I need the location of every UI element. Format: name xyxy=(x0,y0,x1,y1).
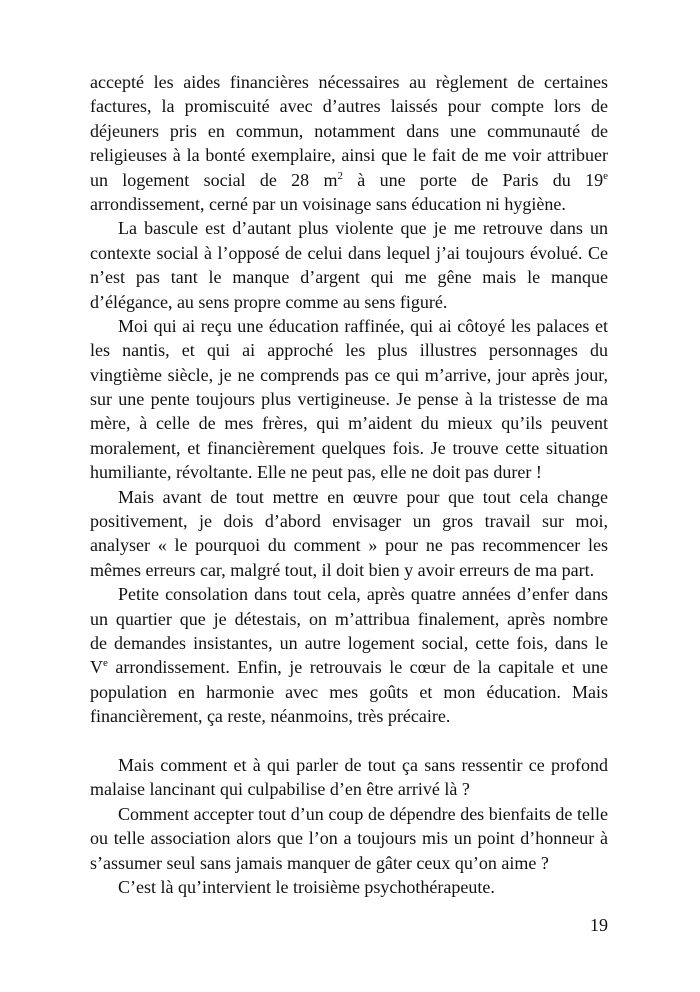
text-run: n’est pas tant le manque d’argent qui me gêne mais le manque xyxy=(90,267,608,288)
text-line xyxy=(90,314,608,338)
text-line xyxy=(90,460,608,484)
text-run: mère, à celle de mes frères, qui m’aident du mieux qu’ils peuvent xyxy=(90,413,608,434)
text-run: un quartier que je détestais, on m’attribua finalement, après nombre xyxy=(90,608,608,629)
text-run: C’est là qu’intervient le troisième psychothérapeute. xyxy=(118,876,495,897)
text-line xyxy=(90,582,608,606)
text-run: factures, la promiscuité avec d’autres laissés pour compte lors de xyxy=(90,96,608,117)
text-line xyxy=(90,655,608,679)
text-line xyxy=(90,680,608,704)
text-run: Comment accepter tout d’un coup de dépendre des bienfaits de telle xyxy=(118,803,608,824)
text-line xyxy=(90,777,608,801)
text-run: analyser « le pourquoi du comment » pour ne pas recommencer les xyxy=(90,535,608,556)
text-run: population en harmonie avec mes goûts et mon éducation. Mais xyxy=(90,681,608,702)
text-run: positivement, je dois d’abord envisager un gros travail sur moi, xyxy=(90,511,608,532)
text-run: ou telle association alors que l’on a toujours mis un point d’honneur à xyxy=(90,828,608,849)
text-line xyxy=(90,509,608,533)
text-run: déjeuners pris en commun, notamment dans une communauté de xyxy=(90,120,608,141)
text-line xyxy=(90,143,608,167)
text-line xyxy=(90,729,608,753)
text-run: arrondissement. Enfin, je retrouvais le cœur de la capitale et une xyxy=(107,657,608,678)
text-line xyxy=(90,192,608,216)
text-run: financièrement, ça reste, néanmoins, très précaire. xyxy=(90,706,451,727)
text-line xyxy=(90,411,608,435)
text-run: malaise lancinant qui culpabilise d’en être arrivé là ? xyxy=(90,779,470,800)
text-line xyxy=(90,94,608,118)
text-line xyxy=(90,631,608,655)
text-line xyxy=(90,216,608,240)
text-line xyxy=(90,119,608,143)
text-run: arrondissement, cerné par un voisinage sans éducation ni hygiène. xyxy=(90,193,566,214)
text-line xyxy=(90,436,608,460)
text-line xyxy=(90,607,608,631)
text-run: Petite consolation dans tout cela, après quatre années d’enfer dans xyxy=(118,584,608,605)
text-line xyxy=(90,363,608,387)
text-line xyxy=(90,241,608,265)
text-line xyxy=(90,290,608,314)
text-run: V xyxy=(90,657,103,678)
text-line xyxy=(90,168,608,192)
text-run: sur une pente toujours plus vertigineuse. Je pense à la tristesse de ma xyxy=(90,389,608,410)
text-run: accepté les aides financières nécessaires au règlement de certaines xyxy=(90,72,608,92)
text-run: s’assumer seul sans jamais manquer de gâter ceux qu’on aime ? xyxy=(90,852,549,873)
text-run: les nantis, et qui ai approché les plus illustres personnages du xyxy=(90,340,608,361)
text-line xyxy=(90,558,608,582)
text-run: vingtième siècle, je ne comprends pas ce qui m’arrive, jour après jour, xyxy=(90,364,608,385)
text-line xyxy=(90,802,608,826)
superscript: 2 xyxy=(337,169,343,182)
text-run: mêmes erreurs car, malgré tout, il doit bien y avoir erreurs de ma part. xyxy=(90,559,595,580)
text-line xyxy=(90,826,608,850)
text-run: Mais comment et à qui parler de tout ça sans ressentir ce profond xyxy=(118,754,608,775)
text-line xyxy=(90,753,608,777)
text-run: religieuses à la bonté exemplaire, ainsi que le fait de me voir attribuer xyxy=(90,145,608,166)
text-line xyxy=(90,533,608,557)
superscript: e xyxy=(103,657,108,670)
text-line xyxy=(90,70,608,94)
text-run: contexte social à l’opposé de celui dans lequel j’ai toujours évolué. Ce xyxy=(90,242,608,263)
text-line xyxy=(90,265,608,289)
text-run: moralement, et financièrement quelques fois. Je trouve cette situation xyxy=(90,437,608,458)
page-number: 19 xyxy=(590,915,608,935)
text-line xyxy=(90,485,608,509)
text-line xyxy=(90,875,608,899)
text-run: Moi qui ai reçu une éducation raffinée, qui ai côtoyé les palaces et xyxy=(118,315,608,336)
text-run: un logement social de 28 m xyxy=(90,169,338,190)
text-run: de demandes insistantes, un autre logement social, cette fois, dans le xyxy=(90,632,608,653)
text-run: La bascule est d’autant plus violente que je me retrouve dans un xyxy=(118,218,608,239)
text-run: humiliante, révoltante. Elle ne peut pas, elle ne doit pas durer ! xyxy=(90,462,542,483)
text-line xyxy=(90,851,608,875)
text-line xyxy=(90,338,608,362)
text-run: d’élégance, au sens propre comme au sens figuré. xyxy=(90,291,448,312)
body-text xyxy=(90,70,608,899)
text-run: Mais avant de tout mettre en œuvre pour que tout cela change xyxy=(118,486,608,507)
text-line xyxy=(90,704,608,728)
text-line xyxy=(90,387,608,411)
text-run: à une porte de Paris du 19 xyxy=(343,169,604,190)
superscript: e xyxy=(603,169,608,182)
